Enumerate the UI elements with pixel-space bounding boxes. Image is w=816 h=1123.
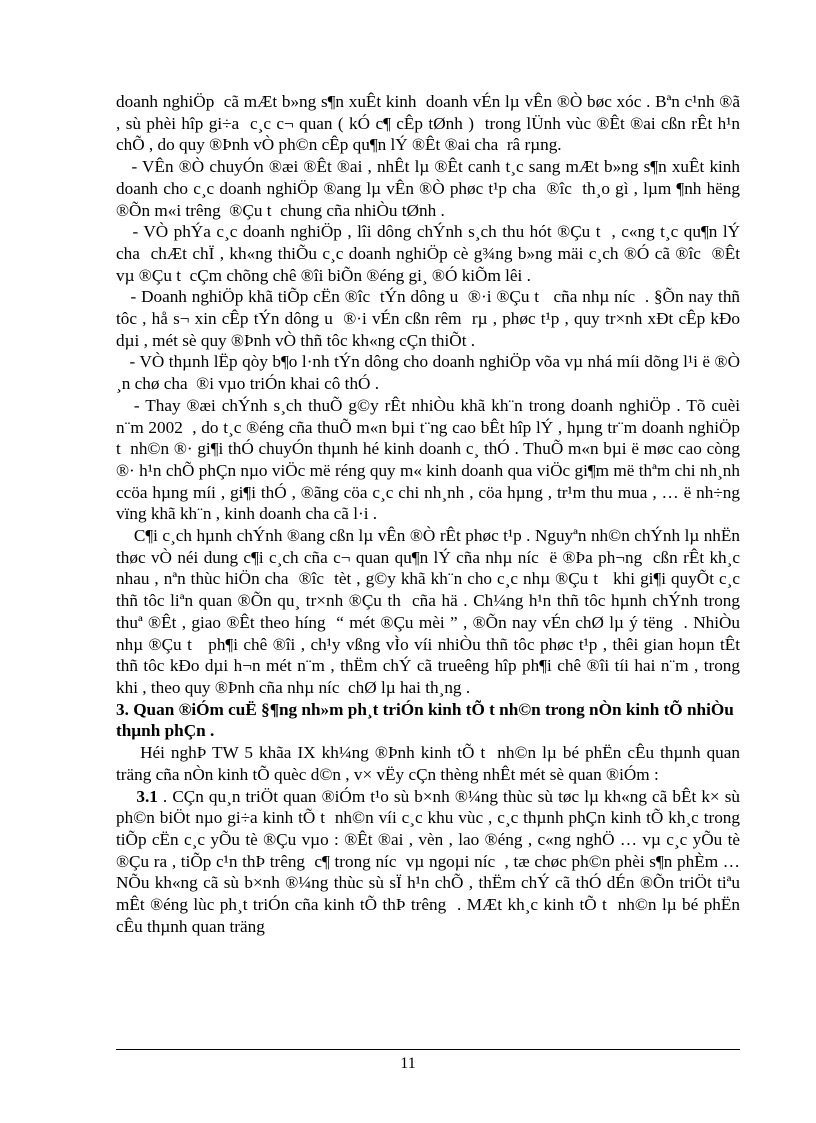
body-paragraph: - VÊn ®Ò chuyÓn ®æi ®Êt ®ai , nhÊt lµ ®Êt canh t¸c sang mÆt b»ng s¶n xuÊt kinh doanh cho c¸c doanh nghiÖp ®ang lµ vÊn ®Ò phøc t¹p cha ®îc th¸o gì , lµm ¶nh hëng ®Õn m«i trêng ®Çu t chung cña nhiÒu tØnh . [116,157,749,220]
page-number: 11 [400,1055,416,1072]
page-body [116,91,749,937]
footer-divider [116,1049,740,1050]
subsection-number: 3.1 [136,786,158,806]
subsection-paragraph [116,786,745,938]
body-paragraph: Héi nghÞ TW 5 khãa IX kh¼ng ®Þnh kinh tÕ t nh©n lµ bé phËn cÊu thµnh quan träng cña nÒn kinh tÕ quèc d©n , v× vËy cÇn thèng nhÊt mét sè quan ®iÓm : [116,743,745,784]
body-paragraph: doanh nghiÖp cã mÆt b»ng s¶n xuÊt kinh doanh vÉn lµ vÊn ®Ò bøc xóc . Bªn c¹nh ®ã , sù phèi hîp gi÷a c¸c c¬ quan ( kÓ c¶ cÊp tØnh ) trong lÜnh vùc ®Êt ®ai cßn rÊt h¹n chÕ , do quy ®Þnh vÒ ph©n cÊp qu¶n lÝ ®Êt ®ai cha râ rµng. [116,92,745,155]
body-paragraph: - Thay ®æi chÝnh s¸ch thuÕ g©y rÊt nhiÒu khã kh¨n trong doanh nghiÖp . Tõ cuèi n¨m 2002 , do t¸c ®éng cña thuÕ m«n bµi t¨ng cao bÊt hîp lÝ , hµng tr¨m doanh nghiÖp t nh©n ®· gi¶i thÓ chuyÓn thµnh hé kinh doanh c¸ thÓ . ThuÕ m«n bµi ë møc cao còng ®· h¹n chÕ phÇn nµo viÖc më réng quy m« kinh doanh qua viÖc gi¶m më thªm chi nh¸nh ccöa hµng míi , gi¶i thÓ , ®ãng cöa c¸c chi nh¸nh , cöa hµng , tr¹m thu mua , … ë nh÷ng vïng khã kh¨n , kinh doanh cha cã l·i . [116,395,745,524]
body-paragraph: - VÒ thµnh lËp qòy b¶o l·nh tÝn dông cho doanh nghiÖp võa vµ nhá míi dõng l¹i ë ®Ò ¸n chø cha ®i vµo triÓn khai cô thÓ . [116,352,745,394]
section-heading: 3. Quan ®iÓm cuË §¶ng nh»m ph¸t triÓn kinh tÕ t nh©n trong nÒn kinh tÕ nhiÒu thµnh phÇn . [116,699,734,741]
body-paragraph: - VÒ phÝa c¸c doanh nghiÖp , lîi dông chÝnh s¸ch thu hót ®Çu t , c«ng t¸c qu¶n lÝ cha chÆt chÏ , kh«ng thiÕu c¸c doanh nghiÖp cè g¾ng b»ng mäi c¸ch ®Ó cã ®îc ®Êt vµ ®Çu t cÇm chõng chê ®îi biÕn ®éng gi¸ ®Ó kiÕm lêi . [116,222,745,285]
body-paragraph: C¶i c¸ch hµnh chÝnh ®ang cßn lµ vÊn ®Ò rÊt phøc t¹p . Nguyªn nh©n chÝnh lµ nhËn thøc vÒ néi dung c¶i c¸ch cña c¬ quan qu¶n lÝ cña nhµ níc ë ®Þa ph¬ng cßn rÊt kh¸c nhau , nªn thùc hiÖn cha ®îc tèt , g©y khã kh¨n cho c¸c nhµ ®Çu t khi gi¶i quyÕt c¸c thñ tôc liªn quan ®Õn qu¸ tr×nh ®Çu th cña hä . Ch¼ng h¹n thñ tôc hµnh chÝnh trong thuª ®Êt , giao ®Êt theo híng “ mét ®Çu mèi ” , ®Õn nay vÉn chØ lµ ý tëng . NhiÒu nhµ ®Çu t ph¶i chê ®îi , ch¹y vßng vÌo víi nhiÒu thñ tôc phøc t¹p , thêi gian hoµn tÊt thñ tôc kÐo dµi h¬n mét n¨m , thËm chÝ cã trueêng hîp ph¶i chê ®îi tíi hai n¨m , trong khi , theo quy ®Þnh cña nhµ níc chØ lµ hai th¸ng . [116,526,745,697]
body-paragraph: - Doanh nghiÖp khã tiÕp cËn ®îc tÝn dông u ®·i ®Çu t cña nhµ níc . §Õn nay thñ tôc , hå s¬ xin cÊp tÝn dông u ®·i vÉn cßn rêm rµ , phøc t¹p , quy tr×nh xÐt cÊp kÐo dµi , mét sè quy ®Þnh vÒ thñ tôc kh«ng cÇn thiÕt . [116,287,745,350]
subsection-text: . CÇn qu¸n triÖt quan ®iÓm t¹o sù b×nh ®¼ng thùc sù tøc lµ kh«ng cã bÊt k× sù ph©n biÖt nµo gi÷a kinh tÕ t nh©n víi c¸c khu vùc , c¸c thµnh phÇn kinh tÕ kh¸c trong tiÕp cËn c¸c yÕu tè ®Çu vµo : ®Êt ®ai , vèn , lao ®éng , c«ng nghÖ … vµ c¸c yÕu tè ®Çu ra , tiÕp c¹n thÞ trêng c¶ trong níc vµ ngoµi níc , tæ chøc ph©n phèi s¶n phÈm … NÕu kh«ng cã sù b×nh ®¼ng thùc sù sÏ h¹n chÕ , thËm chÝ cã thÓ dÉn ®Õn triÖt tiªu mÊt ®éng lùc ph¸t triÓn cña kinh tÕ thÞ trêng . MÆt kh¸c kinh tÕ t nh©n lµ bé phËn cÊu thµnh quan träng [116,786,745,936]
